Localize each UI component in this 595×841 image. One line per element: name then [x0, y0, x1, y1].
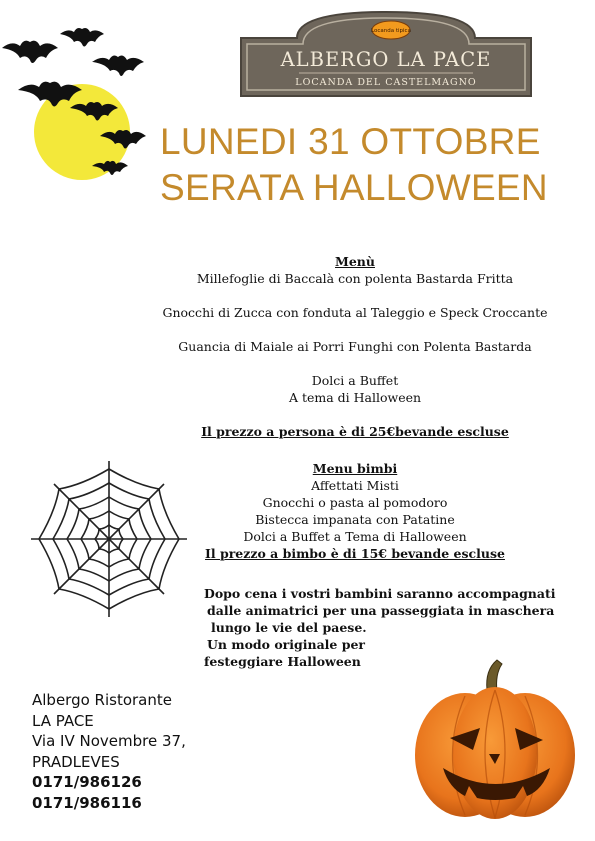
address-line: Via IV Novembre 37, [32, 732, 186, 750]
menu-price: Il prezzo a persona è di 25€bevande escluse [201, 424, 509, 439]
menu-item: Gnocchi di Zucca con fonduta al Taleggio e Speck Croccante [162, 305, 548, 320]
menu-item: Dolci a Buffet [311, 373, 399, 388]
phone-number: 0171/986126 [32, 773, 142, 791]
kids-menu-item: Bistecca impanata con Patatine [255, 512, 455, 527]
headline-event: SERATA HALLOWEEN [160, 167, 548, 208]
note-line: Un modo originale per [207, 637, 366, 652]
note-line: lungo le vie del paese. [211, 620, 367, 635]
kids-menu-heading: Menu bimbi [312, 461, 398, 476]
menu-item: Millefoglie di Baccalà con polenta Bastarda Fritta [196, 271, 514, 286]
logo-badge-text: Locanda tipica [371, 28, 411, 34]
phone-number: 0171/986116 [32, 793, 142, 812]
logo-subtitle: LOCANDA DEL CASTELMAGNO [295, 77, 477, 88]
note-line: dalle animatrici per una passeggiata in maschera [207, 603, 555, 618]
kids-menu-item: Affettati Misti [311, 478, 399, 493]
menu-item: A tema di Halloween [288, 390, 422, 405]
spider-web-illustration [28, 458, 190, 620]
kids-menu-item: Dolci a Buffet a Tema di Halloween [243, 529, 467, 544]
menu-item: Guancia di Maiale ai Porri Funghi con Polenta Bastarda [178, 339, 532, 354]
address-line: PRADLEVES [32, 752, 120, 771]
kids-menu-item: Gnocchi o pasta al pomodoro [262, 495, 448, 510]
jack-o-lantern-illustration [405, 650, 585, 830]
hotel-logo [237, 8, 535, 103]
logo-name: ALBERGO LA PACE [280, 48, 492, 71]
bats-moon-illustration [0, 20, 160, 190]
note-line: festeggiare Halloween [204, 654, 361, 669]
kids-menu-price: Il prezzo a bimbo è di 15€ bevande escluse [205, 546, 505, 561]
address-line: LA PACE [32, 711, 94, 730]
menu-heading: Menù [335, 254, 375, 269]
note-line: Dopo cena i vostri bambini saranno accompagnati [204, 586, 556, 601]
address-block [32, 690, 232, 813]
address-line: Albergo Ristorante [32, 691, 172, 709]
headline-date: LUNEDI 31 OTTOBRE [160, 121, 541, 162]
